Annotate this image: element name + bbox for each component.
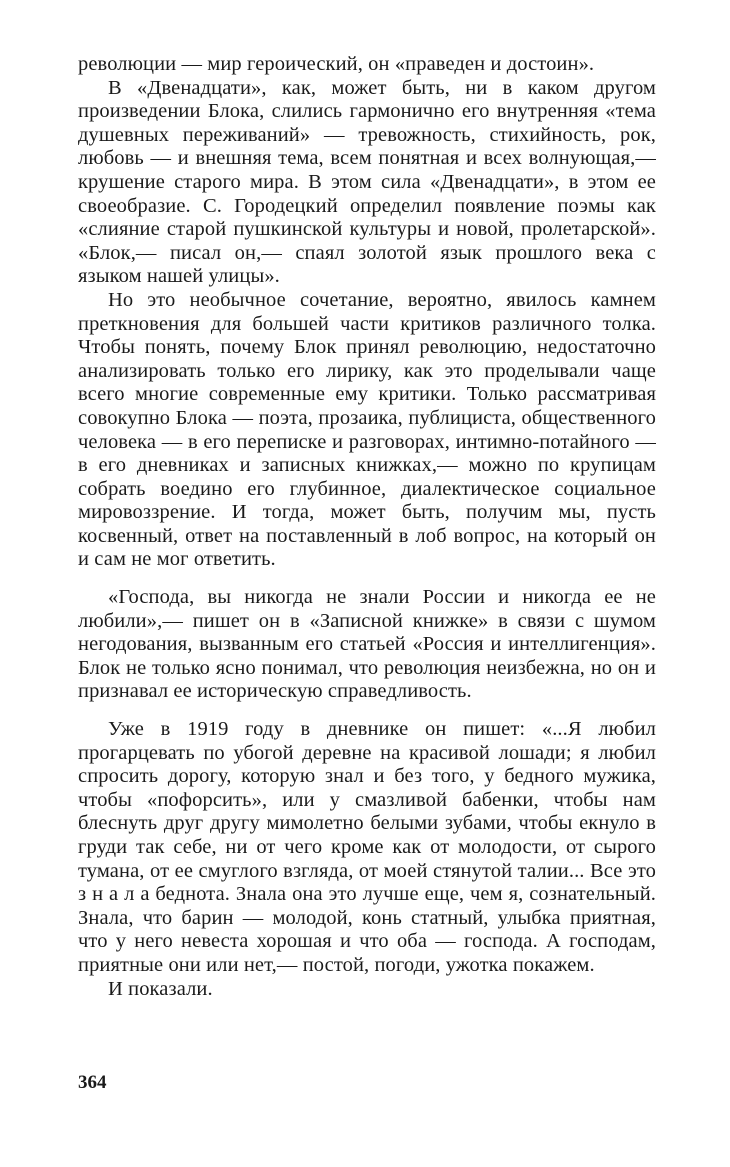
paragraph-gospoda: «Господа, вы никогда не знали России и никогда ее не любили»,— пишет он в «Записной книжке» в связи с шумом негодования, вызванным его статьей «Россия и интеллигенция». Блок не только ясно понимал, что революция неизбежна, но он и признавал ее историческую справедливость. <box>78 586 656 703</box>
page-number: 364 <box>78 1072 107 1093</box>
book-page-text <box>78 53 656 1001</box>
paragraph-critics: Но это необычное сочетание, вероятно, явилось камнем преткновения для большей части критиков различного толка. Чтобы понять, почему Блок принял революцию, недостаточно анализировать только его лирику, как это проделывали чаще всего многие современные ему критики. Только рассматривая совокупно Блока — поэта, прозаика, публициста, общественного человека — в его переписке и разговорах, интимно-потайного — в его дневниках и записных книжках,— можно по крупицам собрать воедино его глубинное, диалектическое социальное мировоззрение. И тогда, может быть, получим мы, пусть косвенный, ответ на поставленный в лоб вопрос, на который он и сам не мог ответить. <box>78 288 656 571</box>
paragraph-dvenadtsat: В «Двенадцати», как, может быть, ни в каком другом произведении Блока, слились гармонично его внутренняя «тема душевных переживаний» — тревожность, стихийность, рок, любовь — и внешняя тема, всем понятная и всех волнующая,— крушение старого мира. В этом сила «Двенадцати», в этом ее своеобразие. С. Городецкий определил появление поэмы как «слияние старой пушкинской культуры и новой, пролетарской». «Блок,— писал он,— спаял золотой язык прошлого века с языком нашей улицы». <box>78 76 656 288</box>
paragraph-diary-1919: Уже в 1919 году в дневнике он пишет: «...Я любил прогарцевать по убогой деревне на красивой лошади; я любил спросить дорогу, которую знал и без того, у бедного мужика, чтобы «пофорсить», или у смазливой бабенки, чтобы нам блеснуть друг другу мимолетно белыми зубами, чтобы екнуло в груди так себе, ни от чего кроме как от молодости, от сырого тумана, от ее смуглого взгляда, от моей стянутой талии... Все это з н а л а беднота. Знала она это лучше еще, чем я, сознательный. Знала, что барин — молодой, конь статный, улыбка приятная, что у него невеста хорошая и что оба — господа. А господам, приятные они или нет,— постой, погоди, ужотка покажем. <box>78 718 656 976</box>
paragraph-continuation: революции — мир героический, он «праведен и достоин». <box>78 53 595 75</box>
paragraph-closing: И показали. <box>108 977 213 1000</box>
